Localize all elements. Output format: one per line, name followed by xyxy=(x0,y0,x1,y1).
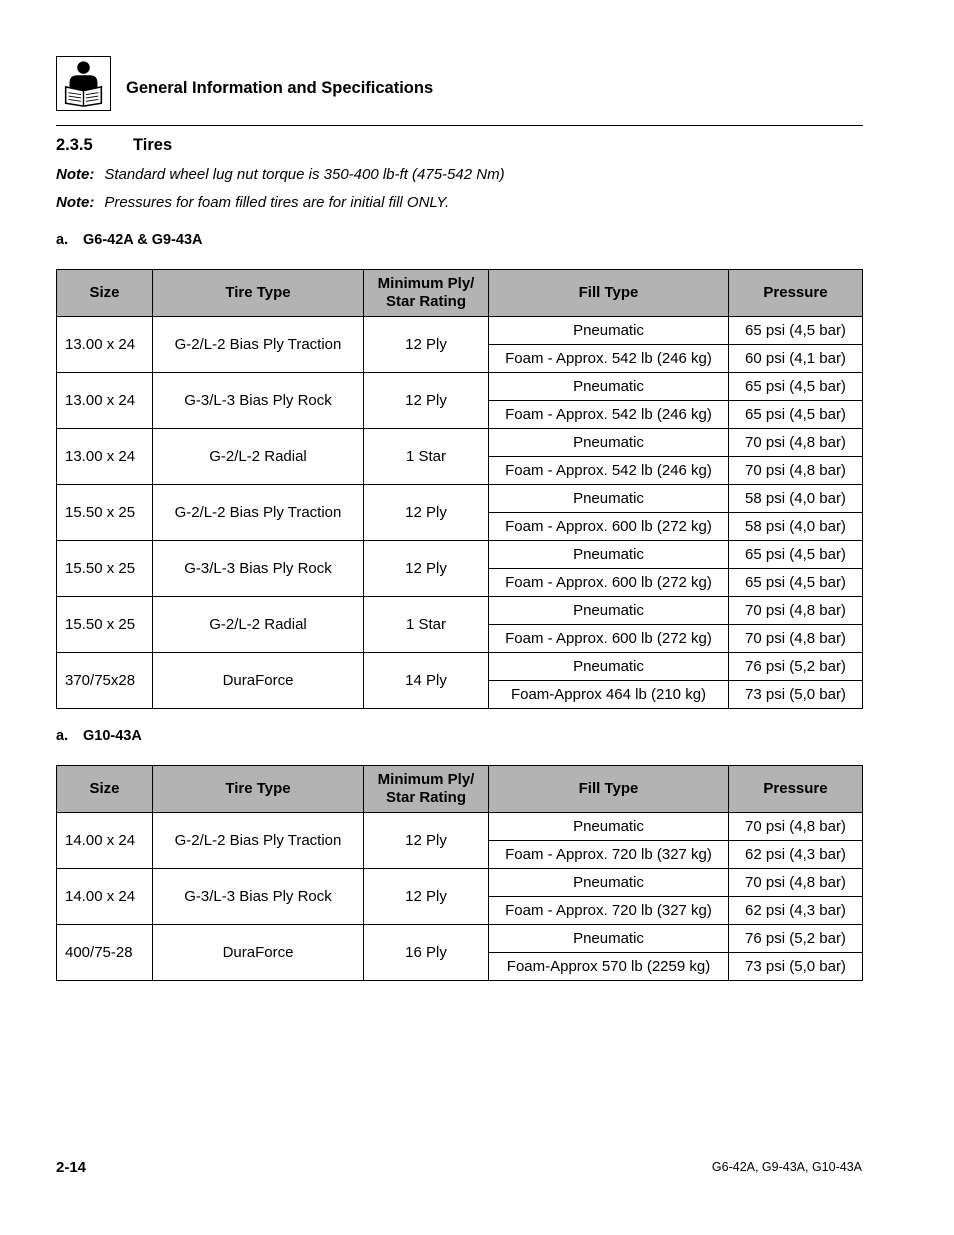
header-rating: Minimum Ply/ Star Rating xyxy=(364,270,489,317)
cell-size: 15.50 x 25 xyxy=(57,597,153,653)
cell-rating: 16 Ply xyxy=(364,925,489,981)
cell-fill-type: Foam - Approx. 542 lb (246 kg) xyxy=(489,401,729,429)
cell-fill-type: Pneumatic xyxy=(489,373,729,401)
cell-pressure: 76 psi (5,2 bar) xyxy=(729,653,863,681)
header-title: General Information and Specifications xyxy=(126,79,434,97)
header-size: Size xyxy=(57,766,153,813)
header-fill-type: Fill Type xyxy=(489,766,729,813)
section-heading xyxy=(56,136,172,155)
cell-pressure: 70 psi (4,8 bar) xyxy=(729,625,863,653)
table-letter: a. xyxy=(56,232,69,248)
cell-fill-type: Foam - Approx. 600 lb (272 kg) xyxy=(489,625,729,653)
cell-size: 400/75-28 xyxy=(57,925,153,981)
cell-fill-type: Pneumatic xyxy=(489,485,729,513)
note-foam xyxy=(56,194,449,211)
cell-rating: 14 Ply xyxy=(364,653,489,709)
note-torque xyxy=(56,166,505,183)
cell-size: 13.00 x 24 xyxy=(57,429,153,485)
cell-pressure: 73 psi (5,0 bar) xyxy=(729,681,863,709)
cell-fill-type: Foam - Approx. 720 lb (327 kg) xyxy=(489,897,729,925)
cell-fill-type: Pneumatic xyxy=(489,597,729,625)
cell-pressure: 65 psi (4,5 bar) xyxy=(729,569,863,597)
cell-pressure: 62 psi (4,3 bar) xyxy=(729,841,863,869)
cell-fill-type: Foam-Approx 464 lb (210 kg) xyxy=(489,681,729,709)
cell-tire-type: G-3/L-3 Bias Ply Rock xyxy=(153,373,364,429)
header-size: Size xyxy=(57,270,153,317)
cell-pressure: 70 psi (4,8 bar) xyxy=(729,597,863,625)
cell-size: 15.50 x 25 xyxy=(57,541,153,597)
cell-fill-type: Pneumatic xyxy=(489,813,729,841)
header-tire-type: Tire Type xyxy=(153,766,364,813)
table-row xyxy=(57,869,863,897)
cell-pressure: 58 psi (4,0 bar) xyxy=(729,513,863,541)
section-number: 2.3.5 xyxy=(56,136,93,154)
cell-fill-type: Foam - Approx. 720 lb (327 kg) xyxy=(489,841,729,869)
cell-pressure: 70 psi (4,8 bar) xyxy=(729,869,863,897)
table-header-row xyxy=(57,766,863,813)
table-1-heading xyxy=(56,232,203,248)
cell-fill-type: Foam - Approx. 600 lb (272 kg) xyxy=(489,569,729,597)
table-row xyxy=(57,653,863,681)
table-title: G6-42A & G9-43A xyxy=(83,232,203,248)
footer-models: G6-42A, G9-43A, G10-43A xyxy=(711,1160,862,1174)
table-header-row xyxy=(57,270,863,317)
cell-size: 370/75x28 xyxy=(57,653,153,709)
cell-size: 14.00 x 24 xyxy=(57,869,153,925)
cell-rating: 12 Ply xyxy=(364,813,489,869)
table-row xyxy=(57,485,863,513)
cell-pressure: 70 psi (4,8 bar) xyxy=(729,429,863,457)
table-2-heading xyxy=(56,728,142,744)
cell-pressure: 65 psi (4,5 bar) xyxy=(729,541,863,569)
header-divider xyxy=(56,125,863,126)
note-label: Note: xyxy=(56,194,95,211)
note-text: Standard wheel lug nut torque is 350-400 lb-ft (475-542 Nm) xyxy=(104,166,505,183)
cell-rating: 12 Ply xyxy=(364,317,489,373)
header-pressure: Pressure xyxy=(729,766,863,813)
cell-tire-type: G-2/L-2 Radial xyxy=(153,597,364,653)
table-row xyxy=(57,317,863,345)
cell-pressure: 62 psi (4,3 bar) xyxy=(729,897,863,925)
cell-size: 13.00 x 24 xyxy=(57,317,153,373)
cell-fill-type: Pneumatic xyxy=(489,869,729,897)
cell-size: 15.50 x 25 xyxy=(57,485,153,541)
cell-fill-type: Pneumatic xyxy=(489,653,729,681)
cell-tire-type: G-2/L-2 Radial xyxy=(153,429,364,485)
cell-tire-type: G-2/L-2 Bias Ply Traction xyxy=(153,317,364,373)
cell-fill-type: Pneumatic xyxy=(489,541,729,569)
page-number: 2-14 xyxy=(56,1159,87,1176)
cell-tire-type: DuraForce xyxy=(153,925,364,981)
table-row xyxy=(57,373,863,401)
table-row xyxy=(57,813,863,841)
tire-table-g10 xyxy=(56,765,863,981)
cell-pressure: 70 psi (4,8 bar) xyxy=(729,813,863,841)
cell-fill-type: Pneumatic xyxy=(489,317,729,345)
cell-fill-type: Foam - Approx. 542 lb (246 kg) xyxy=(489,457,729,485)
cell-pressure: 70 psi (4,8 bar) xyxy=(729,457,863,485)
cell-pressure: 73 psi (5,0 bar) xyxy=(729,953,863,981)
cell-rating: 1 Star xyxy=(364,597,489,653)
table-letter: a. xyxy=(56,728,69,744)
table-row xyxy=(57,541,863,569)
cell-tire-type: DuraForce xyxy=(153,653,364,709)
cell-pressure: 58 psi (4,0 bar) xyxy=(729,485,863,513)
cell-pressure: 60 psi (4,1 bar) xyxy=(729,345,863,373)
cell-pressure: 76 psi (5,2 bar) xyxy=(729,925,863,953)
header-fill-type: Fill Type xyxy=(489,270,729,317)
cell-rating: 1 Star xyxy=(364,429,489,485)
table-row xyxy=(57,429,863,457)
table-row xyxy=(57,925,863,953)
cell-fill-type: Foam - Approx. 600 lb (272 kg) xyxy=(489,513,729,541)
cell-tire-type: G-3/L-3 Bias Ply Rock xyxy=(153,541,364,597)
header-rating: Minimum Ply/ Star Rating xyxy=(364,766,489,813)
header-tire-type: Tire Type xyxy=(153,270,364,317)
header-pressure: Pressure xyxy=(729,270,863,317)
cell-fill-type: Foam-Approx 570 lb (2259 kg) xyxy=(489,953,729,981)
cell-rating: 12 Ply xyxy=(364,485,489,541)
cell-tire-type: G-3/L-3 Bias Ply Rock xyxy=(153,869,364,925)
cell-rating: 12 Ply xyxy=(364,869,489,925)
cell-fill-type: Pneumatic xyxy=(489,925,729,953)
section-title: Tires xyxy=(133,136,173,154)
cell-rating: 12 Ply xyxy=(364,373,489,429)
cell-size: 14.00 x 24 xyxy=(57,813,153,869)
cell-pressure: 65 psi (4,5 bar) xyxy=(729,401,863,429)
cell-fill-type: Pneumatic xyxy=(489,429,729,457)
cell-tire-type: G-2/L-2 Bias Ply Traction xyxy=(153,813,364,869)
cell-pressure: 65 psi (4,5 bar) xyxy=(729,373,863,401)
tire-table-g6-g9 xyxy=(56,269,863,709)
cell-rating: 12 Ply xyxy=(364,541,489,597)
table-title: G10-43A xyxy=(83,728,142,744)
cell-tire-type: G-2/L-2 Bias Ply Traction xyxy=(153,485,364,541)
manual-reader-icon xyxy=(56,56,111,111)
cell-pressure: 65 psi (4,5 bar) xyxy=(729,317,863,345)
cell-size: 13.00 x 24 xyxy=(57,373,153,429)
note-text: Pressures for foam filled tires are for initial fill ONLY. xyxy=(104,194,450,211)
note-label: Note: xyxy=(56,166,95,183)
table-row xyxy=(57,597,863,625)
cell-fill-type: Foam - Approx. 542 lb (246 kg) xyxy=(489,345,729,373)
